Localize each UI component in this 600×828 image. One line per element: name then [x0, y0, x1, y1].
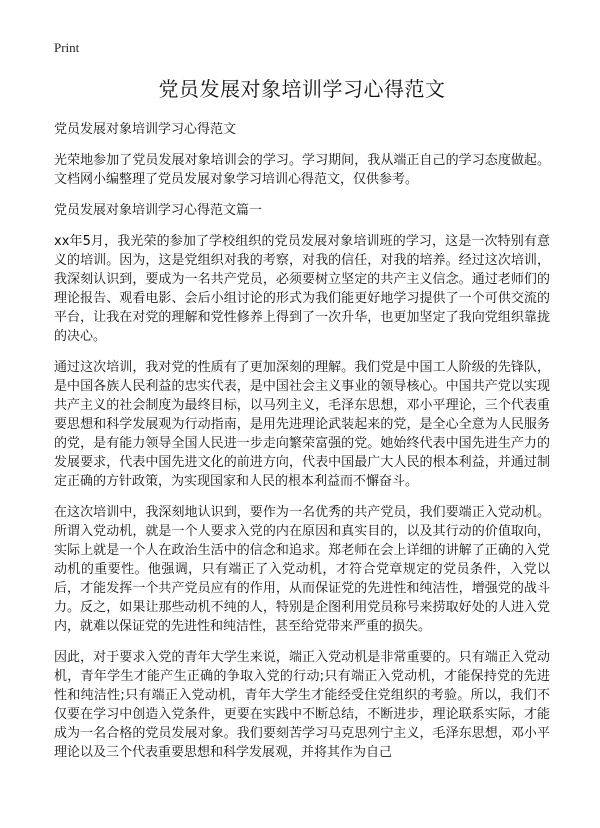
body-paragraph-1: xx年5月，我光荣的参加了学校组织的党员发展对象培训班的学习，这是一次特别有意义的培训。因为，这是党组织对我的考察，对我的信任，对我的培养。经过这次培训，我深刻认识到，要成为一名共产党员，必须要树立坚定的共产主义信念。通过老师们的理论报告、观看电影、会后小组讨论的形式为我们能更好地学习提供了一个可供交流的平台，让我在对党的理解和党性修养上得到了一次升华，也更加坚定了我向党组织靠拢的决心。 [54, 234, 550, 344]
body-paragraph-4: 因此，对于要求入党的青年大学生来说，端正入党动机是非常重要的。只有端正入党动机，青年学生才能产生正确的争取入党的行动;只有端正入党动机，才能保持党的先进性和纯洁性;只有端正入党动机，青年大学生才能经受住党组织的考验。所以，我们不仅要在学习中创造入党条件，更要在实践中不断总结，不断进步，理论联系实际，才能成为一名合格的党员发展对象。我们要刻苦学习马克思列宁主义，毛泽东思想，邓小平理论以及三个代表重要思想和科学发展观，并将其作为自己 [54, 650, 550, 760]
print-label: Print [54, 40, 80, 55]
body-paragraph-2: 通过这次培训，我对党的性质有了更加深刻的理解。我们党是中国工人阶级的先锋队，是中国各族人民利益的忠实代表，是中国社会主义事业的领导核心。中国共产党以实现共产主义的社会制度为最终目标，以马列主义，毛泽东思想，邓小平理论，三个代表重要思想和科学发展观为行动指南，是用先进理论武装起来的党，是全心全意为人民服务的党，是有能力领导全国人民进一步走向繁荣富强的党。她始终代表中国先进生产力的发展要求，代表中国先进文化的前进方向，代表中国最广大人民的根本利益，并通过制定正确的方针政策，为实现国家和人民的根本利益而不懈奋斗。 [54, 360, 550, 489]
document-title: 党员发展对象培训学习心得范文 [158, 77, 446, 101]
document-subtitle: 党员发展对象培训学习心得范文 [54, 122, 237, 137]
section-heading: 党员发展对象培训学习心得范文篇一 [54, 203, 263, 218]
body-paragraph-3: 在这次培训中，我深刻地认识到，要作为一名优秀的共产党员，我们要端正入党动机。所谓入党动机，就是一个人要求入党的内在原因和真实目的，以及其行动的价值取向，实际上就是一个人在政治生活中的信念和追求。郑老师在会上详细的讲解了正确的入党动机的重要性。他强调，只有端正了入党动机，才符合党章规定的党员条件，入党以后，才能发挥一个共产党员应有的作用，从而保证党的先进性和纯洁性，增强党的战斗力。反之，如果让那些动机不纯的人，特别是企图利用党员称号来捞取好处的人进入党内，就难以保证党的先进性和纯洁性，甚至给党带来严重的损失。 [54, 505, 550, 634]
intro-paragraph: 光荣地参加了党员发展对象培训会的学习。学习期间，我从端正自己的学习态度做起。文档网小编整理了党员发展对象学习培训心得范文，仅供参考。 [54, 153, 550, 187]
